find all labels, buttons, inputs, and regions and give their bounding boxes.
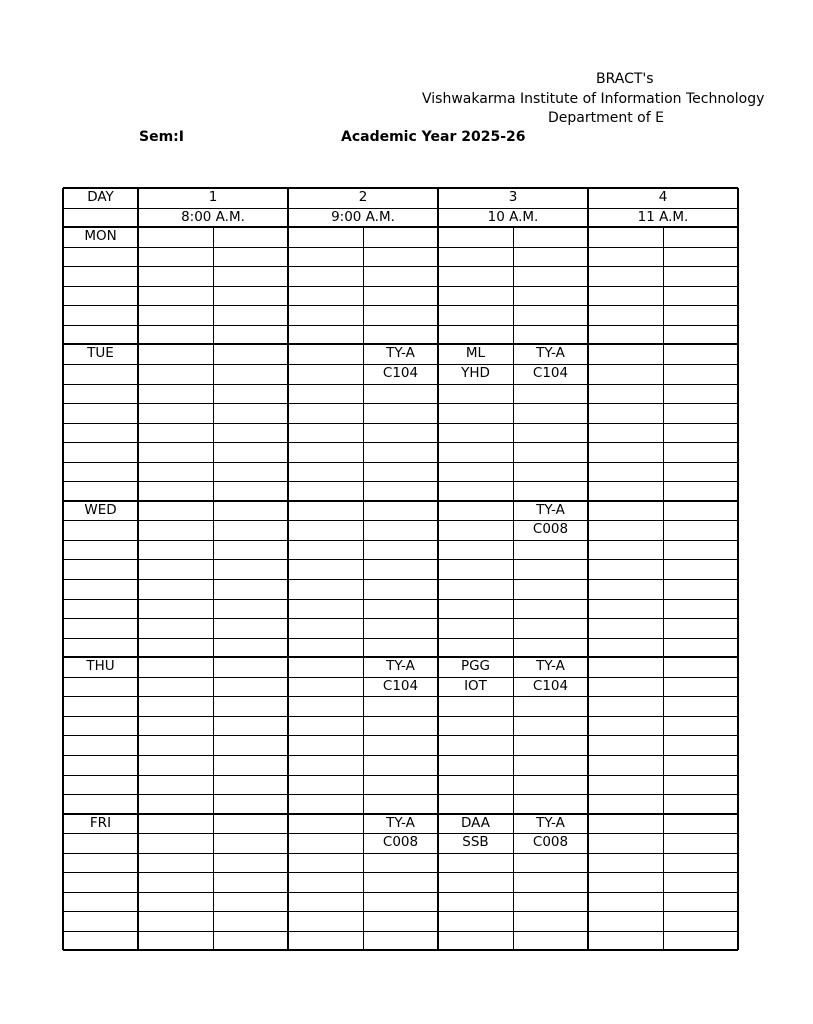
grid-row-line — [63, 949, 738, 951]
day-label: WED — [84, 501, 117, 518]
academic-year-label: Academic Year 2025-26 — [341, 129, 526, 145]
timetable-entry: TY-A — [386, 345, 415, 362]
grid-row-line — [63, 735, 738, 736]
period-time: 8:00 A.M. — [181, 208, 245, 225]
grid-col-line — [213, 227, 214, 950]
timetable-entry: IOT — [464, 677, 487, 694]
grid-col-line — [137, 188, 139, 950]
timetable-entry: C104 — [532, 364, 569, 381]
timetable-entry: ML — [465, 345, 486, 362]
grid-row-line — [63, 462, 738, 463]
grid-row-line — [63, 403, 738, 404]
department-name: Department of E — [548, 110, 664, 126]
grid-row-line — [63, 500, 738, 502]
grid-row-line — [63, 442, 738, 443]
grid-row-line — [63, 305, 738, 306]
period-time: 10 A.M. — [487, 208, 539, 225]
grid-row-line — [63, 559, 738, 560]
period-number: 2 — [358, 189, 368, 206]
grid-col-line — [663, 227, 664, 950]
semester-label: Sem:I — [139, 129, 184, 145]
grid-row-line — [63, 638, 738, 639]
grid-row-line — [63, 520, 738, 521]
grid-row-line — [63, 599, 738, 600]
grid-row-line — [63, 266, 738, 267]
timetable-entry: C104 — [532, 677, 569, 694]
grid-col-line — [737, 188, 739, 950]
day-label: THU — [86, 658, 115, 675]
timetable-entry: C008 — [532, 521, 569, 538]
grid-col-line — [62, 188, 64, 950]
timetable-entry: SSB — [462, 834, 489, 851]
grid-row-line — [63, 911, 738, 912]
timetable-entry: TY-A — [386, 814, 415, 831]
grid-row-line — [63, 931, 738, 932]
day-label: TUE — [87, 345, 114, 362]
grid-row-line — [63, 794, 738, 795]
timetable-entry: PGG — [460, 658, 491, 675]
timetable-entry: C104 — [382, 364, 419, 381]
timetable-entry: TY-A — [386, 658, 415, 675]
grid-row-line — [63, 775, 738, 776]
grid-row-line — [63, 384, 738, 385]
grid-row-line — [63, 716, 738, 717]
period-time: 9:00 A.M. — [331, 208, 395, 225]
timetable-entry: C008 — [532, 834, 569, 851]
grid-row-line — [63, 872, 738, 873]
day-label: FRI — [89, 814, 112, 831]
timetable-entry: YHD — [461, 364, 490, 381]
grid-row-line — [63, 618, 738, 619]
grid-row-line — [63, 423, 738, 424]
timetable-entry: TY-A — [536, 814, 565, 831]
grid-row-line — [63, 540, 738, 541]
college-short-name: BRACT's — [596, 71, 654, 87]
grid-row-line — [63, 579, 738, 580]
period-number: 4 — [658, 189, 668, 206]
period-number: 1 — [208, 189, 218, 206]
grid-row-line — [63, 892, 738, 893]
grid-col-line — [287, 188, 289, 950]
timetable-entry: TY-A — [536, 501, 565, 518]
grid-row-line — [63, 853, 738, 854]
timetable-entry: C008 — [382, 834, 419, 851]
timetable-entry: C104 — [382, 677, 419, 694]
period-time: 11 A.M. — [637, 208, 689, 225]
timetable-entry: TY-A — [536, 345, 565, 362]
day-label: MON — [84, 228, 117, 245]
institute-name: Vishwakarma Institute of Information Technology — [422, 91, 765, 107]
grid-row-line — [63, 325, 738, 326]
grid-row-line — [63, 286, 738, 287]
day-header: DAY — [87, 189, 114, 206]
timetable-grid — [63, 188, 813, 949]
grid-row-line — [63, 247, 738, 248]
timetable-entry: DAA — [460, 814, 490, 831]
grid-row-line — [63, 481, 738, 482]
grid-row-line — [63, 755, 738, 756]
period-number: 3 — [508, 189, 518, 206]
timetable-entry: TY-A — [536, 658, 565, 675]
